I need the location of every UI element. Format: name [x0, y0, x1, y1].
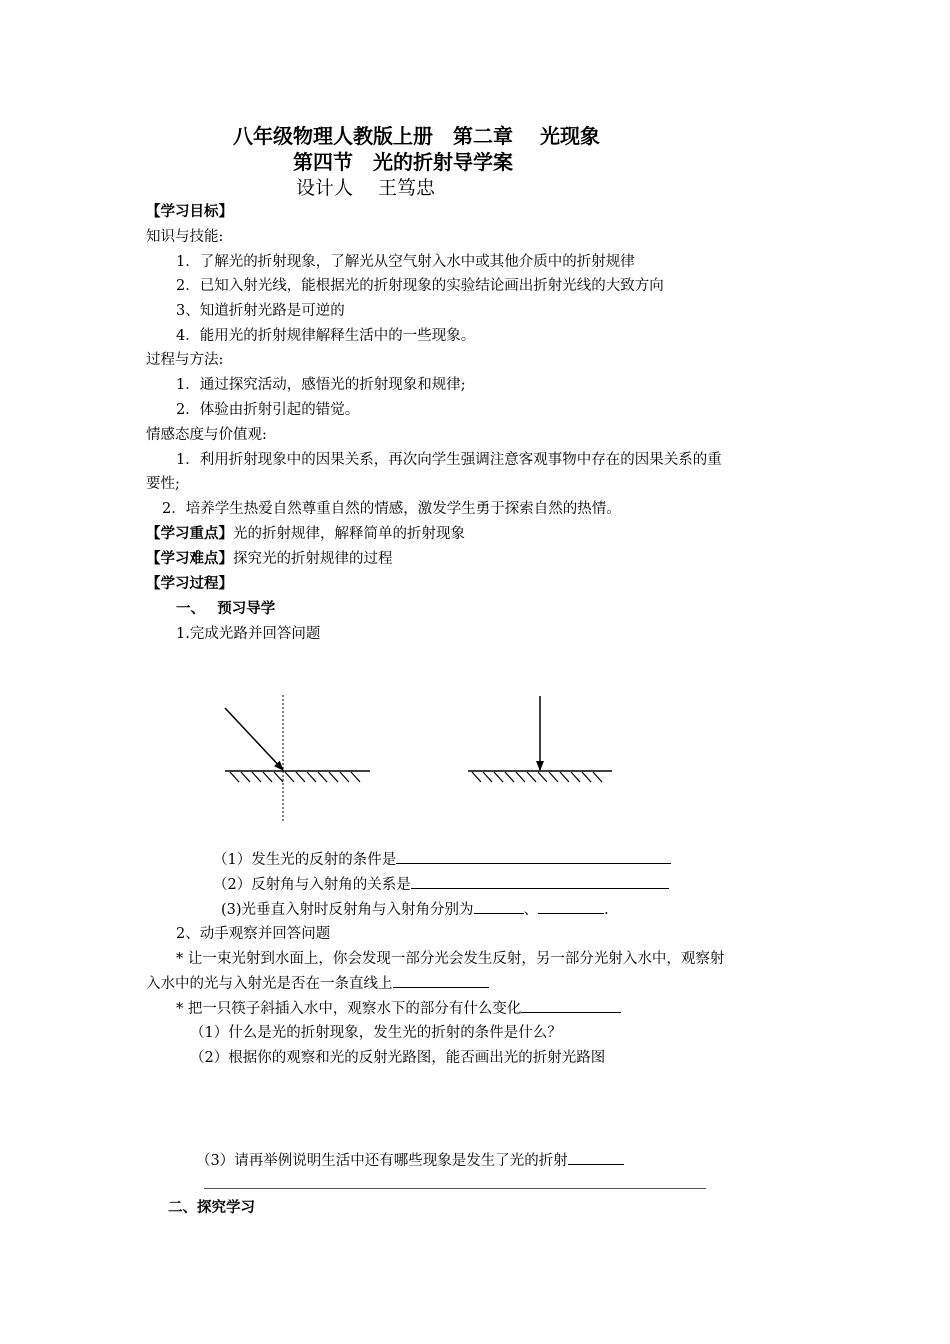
emotion-label: 情感态度与价值观:	[146, 427, 267, 443]
question-2-1: （1）什么是光的折射现象，发生光的折射的条件是什么？	[190, 1025, 562, 1041]
emotion-item-cont: 要性;	[146, 476, 180, 492]
answer-blank[interactable]	[538, 899, 604, 914]
key-point-text: 光的折射规律，解释简单的折射现象	[233, 526, 465, 542]
difficulty	[146, 549, 393, 569]
section-1-heading: 一、 预习导学	[176, 601, 276, 617]
section-title: 第四节 光的折射导学案	[293, 150, 513, 174]
question-1-2: （2）反射角与入射角的关系是	[213, 874, 669, 895]
section-2-heading: 二、探究学习	[168, 1200, 255, 1216]
answer-blank[interactable]	[568, 1150, 624, 1165]
answer-blank[interactable]	[396, 849, 671, 864]
knowledge-item: 1．了解光的折射现象，了解光从空气射入水中或其他介质中的折射规律	[176, 254, 635, 270]
question-1-3: (3)光垂直入射时反射角与入射角分别为 、 .	[221, 899, 609, 920]
answer-blank[interactable]	[521, 998, 621, 1013]
objectives-heading: 【学习目标】	[146, 204, 233, 220]
emotion-item: 2．培养学生热爱自然尊重自然的情感，激发学生勇于探索自然的热情。	[162, 501, 621, 517]
knowledge-item: 4．能用光的折射规律解释生活中的一些现象。	[176, 328, 476, 344]
question-2-3: （3）请再举例说明生活中还有哪些现象是发生了光的折射	[196, 1150, 624, 1171]
answer-blank[interactable]	[411, 874, 669, 889]
mirror-hatching	[472, 772, 602, 782]
designer: 设计人 王笃忠	[296, 177, 436, 199]
key-point-label: 【学习重点】	[146, 526, 233, 542]
mirror-hatching	[230, 772, 360, 782]
difficulty-text: 探究光的折射规律的过程	[233, 551, 393, 567]
difficulty-label: 【学习难点】	[146, 551, 233, 567]
process-label: 过程与方法:	[146, 352, 224, 368]
process-item: 1．通过探究活动，感悟光的折射现象和规律;	[176, 377, 466, 393]
observation-1: * 让一束光射到水面上，你会发现一部分光会发生反射，另一部分光射入水中，观察射	[176, 951, 725, 967]
question-2: 2、动手观察并回答问题	[176, 926, 331, 942]
page-title: 八年级物理人教版上册 第二章 光现象	[233, 124, 600, 148]
process-item: 2．体验由折射引起的错觉。	[176, 402, 360, 418]
knowledge-label: 知识与技能:	[146, 229, 224, 245]
question-1: 1.完成光路并回答问题	[176, 626, 321, 642]
knowledge-item: 3、知道折射光路是可逆的	[176, 303, 345, 319]
observation-1-cont: 入水中的光与入射光是否在一条直线上	[146, 973, 489, 994]
knowledge-item: 2．已知入射光线，能根据光的折射现象的实验结论画出折射光线的大致方向	[176, 278, 664, 294]
process-heading: 【学习过程】	[146, 576, 233, 592]
key-point	[146, 524, 465, 544]
incident-ray	[225, 708, 283, 770]
answer-line[interactable]	[204, 1188, 706, 1189]
answer-blank[interactable]	[474, 899, 524, 914]
perpendicular-incidence-diagram	[462, 690, 622, 790]
question-2-2: （2）根据你的观察和光的反射光路图，能否画出光的折射光路图	[190, 1050, 606, 1066]
question-1-1: （1）发生光的反射的条件是	[213, 849, 671, 870]
answer-blank[interactable]	[393, 973, 489, 988]
observation-2: * 把一只筷子斜插入水中，观察水下的部分有什么变化	[176, 998, 621, 1019]
oblique-incidence-diagram	[215, 690, 380, 825]
emotion-item: 1．利用折射现象中的因果关系，再次向学生强调注意客观事物中存在的因果关系的重	[176, 452, 722, 468]
